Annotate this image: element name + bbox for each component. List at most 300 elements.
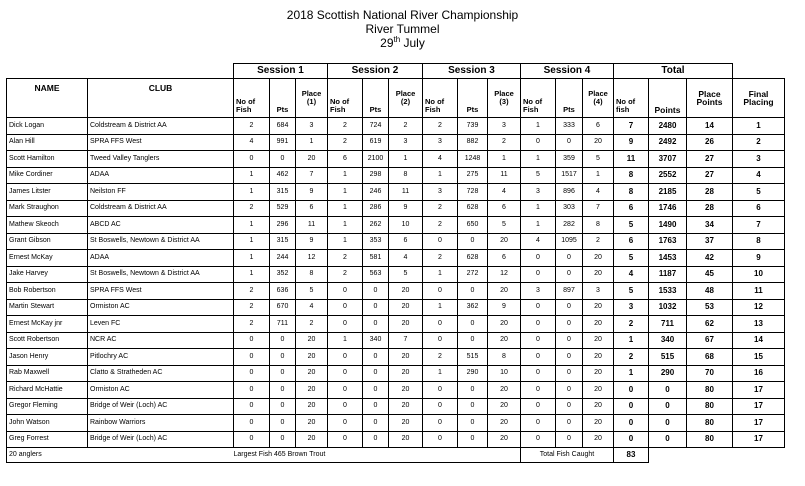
event-date xyxy=(0,36,805,50)
total-fish: 8 xyxy=(614,184,649,201)
session-4-place: 8 xyxy=(583,217,614,234)
angler-name: Jason Henry xyxy=(7,349,88,366)
s1-pts-header: Pts xyxy=(270,79,296,118)
table-row xyxy=(7,349,785,366)
total-points: 0 xyxy=(649,398,687,415)
angler-name: Mark Straughon xyxy=(7,200,88,217)
session-4-pts: 0 xyxy=(556,415,583,432)
table-row xyxy=(7,250,785,267)
session-4-header: Session 4 xyxy=(521,64,614,79)
session-1-pts: 0 xyxy=(270,398,296,415)
s1-fish-header: No of Fish xyxy=(234,79,270,118)
table-row xyxy=(7,184,785,201)
table-row xyxy=(7,382,785,399)
session-2-pts: 353 xyxy=(363,233,389,250)
total-fish: 3 xyxy=(614,299,649,316)
session-2-pts: 0 xyxy=(363,398,389,415)
column-header-row xyxy=(7,79,785,118)
session-2-fish: 1 xyxy=(328,332,363,349)
session-3-fish: 4 xyxy=(423,151,458,168)
angler-club: ADAA xyxy=(88,167,234,184)
session-3-place: 6 xyxy=(488,200,521,217)
total-fish: 9 xyxy=(614,134,649,151)
session-3-pts: 0 xyxy=(458,431,488,448)
session-1-place: 20 xyxy=(296,365,328,382)
table-row xyxy=(7,233,785,250)
session-4-fish: 5 xyxy=(521,167,556,184)
session-3-pts: 362 xyxy=(458,299,488,316)
session-2-place: 10 xyxy=(389,217,423,234)
session-1-fish: 2 xyxy=(234,118,270,135)
final-placing: 1 xyxy=(733,118,785,135)
angler-name: Jake Harvey xyxy=(7,266,88,283)
session-3-fish: 0 xyxy=(423,233,458,250)
session-3-pts: 0 xyxy=(458,398,488,415)
session-2-place: 11 xyxy=(389,184,423,201)
session-1-place: 20 xyxy=(296,431,328,448)
session-2-fish: 0 xyxy=(328,283,363,300)
table-row xyxy=(7,316,785,333)
session-1-place: 20 xyxy=(296,332,328,349)
session-4-place: 20 xyxy=(583,316,614,333)
session-3-fish: 3 xyxy=(423,134,458,151)
place-points: 27 xyxy=(687,167,733,184)
place-points: 80 xyxy=(687,382,733,399)
session-2-pts: 0 xyxy=(363,415,389,432)
session-3-pts: 0 xyxy=(458,415,488,432)
table-row xyxy=(7,134,785,151)
session-3-place: 20 xyxy=(488,233,521,250)
session-3-place: 12 xyxy=(488,266,521,283)
final-placing: 14 xyxy=(733,332,785,349)
session-3-pts: 0 xyxy=(458,233,488,250)
date-suffix: th xyxy=(393,35,401,44)
session-3-place: 20 xyxy=(488,283,521,300)
session-1-header: Session 1 xyxy=(234,64,328,79)
session-1-place: 20 xyxy=(296,398,328,415)
table-row xyxy=(7,151,785,168)
session-1-pts: 0 xyxy=(270,332,296,349)
table-row xyxy=(7,398,785,415)
session-4-pts: 282 xyxy=(556,217,583,234)
session-2-fish: 0 xyxy=(328,398,363,415)
angler-club: Clatto & Stratheden AC xyxy=(88,365,234,382)
session-4-fish: 1 xyxy=(521,151,556,168)
session-1-place: 4 xyxy=(296,299,328,316)
session-3-pts: 0 xyxy=(458,316,488,333)
session-2-fish: 2 xyxy=(328,250,363,267)
session-3-place: 2 xyxy=(488,134,521,151)
session-3-fish: 0 xyxy=(423,283,458,300)
table-row xyxy=(7,167,785,184)
session-2-header: Session 2 xyxy=(328,64,423,79)
final-placing: 4 xyxy=(733,167,785,184)
session-2-fish: 2 xyxy=(328,118,363,135)
session-2-place: 20 xyxy=(389,349,423,366)
total-fish: 0 xyxy=(614,398,649,415)
session-1-pts: 529 xyxy=(270,200,296,217)
angler-name: Alan Hill xyxy=(7,134,88,151)
session-4-pts: 0 xyxy=(556,250,583,267)
session-4-place: 20 xyxy=(583,266,614,283)
session-3-pts: 628 xyxy=(458,200,488,217)
session-1-pts: 244 xyxy=(270,250,296,267)
angler-club: Rainbow Warriors xyxy=(88,415,234,432)
total-fish: 0 xyxy=(614,431,649,448)
club-column-header: CLUB xyxy=(88,79,234,118)
session-1-fish: 1 xyxy=(234,250,270,267)
angler-name: Grant Gibson xyxy=(7,233,88,250)
session-4-place: 4 xyxy=(583,184,614,201)
total-fish: 2 xyxy=(614,316,649,333)
place-points: 80 xyxy=(687,398,733,415)
session-2-place: 2 xyxy=(389,118,423,135)
angler-name: Bob Robertson xyxy=(7,283,88,300)
session-3-pts: 0 xyxy=(458,332,488,349)
session-3-place: 4 xyxy=(488,184,521,201)
session-4-fish: 4 xyxy=(521,233,556,250)
table-row xyxy=(7,266,785,283)
table-row xyxy=(7,118,785,135)
total-points: 1453 xyxy=(649,250,687,267)
session-3-fish: 2 xyxy=(423,349,458,366)
angler-name: Scott Hamilton xyxy=(7,151,88,168)
place-points: 37 xyxy=(687,233,733,250)
session-1-pts: 352 xyxy=(270,266,296,283)
session-3-pts: 628 xyxy=(458,250,488,267)
session-4-fish: 1 xyxy=(521,200,556,217)
total-points: 0 xyxy=(649,382,687,399)
total-fish: 0 xyxy=(614,415,649,432)
session-2-pts: 298 xyxy=(363,167,389,184)
session-3-fish: 0 xyxy=(423,382,458,399)
total-fish: 0 xyxy=(614,382,649,399)
session-4-fish: 0 xyxy=(521,365,556,382)
final-placing: 2 xyxy=(733,134,785,151)
session-2-place: 20 xyxy=(389,382,423,399)
total-points: 1187 xyxy=(649,266,687,283)
session-3-pts: 728 xyxy=(458,184,488,201)
session-4-fish: 1 xyxy=(521,118,556,135)
session-1-fish: 1 xyxy=(234,167,270,184)
session-3-pts: 275 xyxy=(458,167,488,184)
total-points: 1032 xyxy=(649,299,687,316)
session-1-fish: 0 xyxy=(234,398,270,415)
session-3-fish: 2 xyxy=(423,118,458,135)
session-1-pts: 296 xyxy=(270,217,296,234)
table-row xyxy=(7,217,785,234)
session-4-pts: 359 xyxy=(556,151,583,168)
angler-club: Coldstream & District AA xyxy=(88,118,234,135)
table-row xyxy=(7,332,785,349)
final-placing: 17 xyxy=(733,431,785,448)
total-points: 1490 xyxy=(649,217,687,234)
place-points: 45 xyxy=(687,266,733,283)
session-2-fish: 2 xyxy=(328,134,363,151)
total-fish: 1 xyxy=(614,332,649,349)
session-1-place: 20 xyxy=(296,349,328,366)
angler-club: SPRA FFS West xyxy=(88,134,234,151)
angler-name: Scott Robertson xyxy=(7,332,88,349)
session-4-pts: 303 xyxy=(556,200,583,217)
session-4-place: 20 xyxy=(583,365,614,382)
angler-name: Richard McHattie xyxy=(7,382,88,399)
total-points: 515 xyxy=(649,349,687,366)
s1-place-header: Place (1) xyxy=(296,79,328,118)
angler-club: Ormiston AC xyxy=(88,382,234,399)
session-2-place: 9 xyxy=(389,200,423,217)
session-2-pts: 0 xyxy=(363,365,389,382)
session-2-fish: 0 xyxy=(328,299,363,316)
session-1-place: 9 xyxy=(296,184,328,201)
session-4-fish: 0 xyxy=(521,415,556,432)
session-4-pts: 0 xyxy=(556,382,583,399)
total-fish: 4 xyxy=(614,266,649,283)
session-2-fish: 0 xyxy=(328,316,363,333)
session-3-pts: 882 xyxy=(458,134,488,151)
session-3-fish: 1 xyxy=(423,167,458,184)
session-1-fish: 1 xyxy=(234,217,270,234)
place-points: 34 xyxy=(687,217,733,234)
session-3-fish: 1 xyxy=(423,365,458,382)
angler-name: Gregor Fleming xyxy=(7,398,88,415)
session-2-place: 6 xyxy=(389,233,423,250)
final-placing: 6 xyxy=(733,200,785,217)
place-points: 67 xyxy=(687,332,733,349)
total-header: Total xyxy=(614,64,733,79)
angler-name: Ernest McKay jnr xyxy=(7,316,88,333)
session-2-place: 8 xyxy=(389,167,423,184)
session-4-place: 20 xyxy=(583,332,614,349)
anglers-count: 20 anglers xyxy=(9,451,42,458)
session-2-pts: 0 xyxy=(363,431,389,448)
session-1-place: 9 xyxy=(296,233,328,250)
session-1-place: 20 xyxy=(296,415,328,432)
s4-pts-header: Pts xyxy=(556,79,583,118)
total-fish: 11 xyxy=(614,151,649,168)
session-4-fish: 3 xyxy=(521,283,556,300)
results-table xyxy=(6,63,785,463)
session-4-place: 2 xyxy=(583,233,614,250)
session-1-place: 7 xyxy=(296,167,328,184)
session-4-place: 6 xyxy=(583,118,614,135)
session-4-pts: 0 xyxy=(556,398,583,415)
session-1-place: 1 xyxy=(296,134,328,151)
total-points: 0 xyxy=(649,415,687,432)
final-placing: 8 xyxy=(733,233,785,250)
session-3-pts: 272 xyxy=(458,266,488,283)
session-4-place: 20 xyxy=(583,431,614,448)
session-1-place: 2 xyxy=(296,316,328,333)
place-points-header: Place Points xyxy=(687,79,733,118)
place-points: 14 xyxy=(687,118,733,135)
session-1-pts: 0 xyxy=(270,151,296,168)
session-4-pts: 333 xyxy=(556,118,583,135)
angler-name: Mike Cordiner xyxy=(7,167,88,184)
s2-fish-header: No of Fish xyxy=(328,79,363,118)
angler-name: Martin Stewart xyxy=(7,299,88,316)
session-2-pts: 724 xyxy=(363,118,389,135)
session-4-fish: 0 xyxy=(521,134,556,151)
session-2-place: 20 xyxy=(389,365,423,382)
session-1-pts: 711 xyxy=(270,316,296,333)
session-4-pts: 0 xyxy=(556,134,583,151)
session-1-fish: 0 xyxy=(234,365,270,382)
session-3-pts: 650 xyxy=(458,217,488,234)
session-4-fish: 3 xyxy=(521,184,556,201)
session-2-place: 20 xyxy=(389,283,423,300)
session-2-fish: 0 xyxy=(328,382,363,399)
session-4-place: 20 xyxy=(583,382,614,399)
session-2-pts: 0 xyxy=(363,316,389,333)
results-footer xyxy=(7,448,785,463)
place-points: 42 xyxy=(687,250,733,267)
session-1-fish: 2 xyxy=(234,299,270,316)
session-1-fish: 0 xyxy=(234,382,270,399)
session-1-pts: 670 xyxy=(270,299,296,316)
final-placing: 9 xyxy=(733,250,785,267)
session-2-fish: 1 xyxy=(328,167,363,184)
session-2-pts: 0 xyxy=(363,349,389,366)
angler-club: Tweed Valley Tanglers xyxy=(88,151,234,168)
session-2-place: 1 xyxy=(389,151,423,168)
session-2-place: 4 xyxy=(389,250,423,267)
total-points: 2492 xyxy=(649,134,687,151)
session-1-pts: 315 xyxy=(270,184,296,201)
session-3-pts: 0 xyxy=(458,283,488,300)
place-points: 26 xyxy=(687,134,733,151)
total-fish: 5 xyxy=(614,283,649,300)
angler-club: Bridge of Weir (Loch) AC xyxy=(88,431,234,448)
name-column-header: NAME xyxy=(7,79,88,118)
session-2-pts: 246 xyxy=(363,184,389,201)
session-4-fish: 0 xyxy=(521,316,556,333)
total-fish: 5 xyxy=(614,217,649,234)
angler-club: Leven FC xyxy=(88,316,234,333)
session-3-place: 8 xyxy=(488,349,521,366)
table-row xyxy=(7,431,785,448)
total-points: 2552 xyxy=(649,167,687,184)
s3-fish-header: No of Fish xyxy=(423,79,458,118)
s4-place-header: Place (4) xyxy=(583,79,614,118)
session-3-place: 20 xyxy=(488,316,521,333)
session-2-pts: 0 xyxy=(363,283,389,300)
final-placing: 5 xyxy=(733,184,785,201)
angler-club: Bridge of Weir (Loch) AC xyxy=(88,398,234,415)
session-2-pts: 0 xyxy=(363,382,389,399)
total-points: 340 xyxy=(649,332,687,349)
session-1-fish: 1 xyxy=(234,266,270,283)
session-3-fish: 2 xyxy=(423,200,458,217)
final-placing: 17 xyxy=(733,398,785,415)
total-fish-label: Total Fish Caught xyxy=(521,448,614,463)
session-3-fish: 0 xyxy=(423,398,458,415)
total-points: 1763 xyxy=(649,233,687,250)
session-1-place: 5 xyxy=(296,283,328,300)
session-3-fish: 2 xyxy=(423,217,458,234)
session-2-place: 5 xyxy=(389,266,423,283)
session-2-pts: 340 xyxy=(363,332,389,349)
session-3-place: 3 xyxy=(488,118,521,135)
final-placing-header: Final Placing xyxy=(733,79,785,118)
place-points: 70 xyxy=(687,365,733,382)
angler-club: NCR AC xyxy=(88,332,234,349)
session-2-pts: 262 xyxy=(363,217,389,234)
session-1-place: 12 xyxy=(296,250,328,267)
session-1-pts: 0 xyxy=(270,382,296,399)
session-3-place: 20 xyxy=(488,431,521,448)
session-3-place: 20 xyxy=(488,382,521,399)
table-row xyxy=(7,299,785,316)
s2-place-header: Place (2) xyxy=(389,79,423,118)
session-4-pts: 0 xyxy=(556,316,583,333)
total-fish: 7 xyxy=(614,118,649,135)
session-4-place: 20 xyxy=(583,134,614,151)
session-1-pts: 684 xyxy=(270,118,296,135)
angler-name: Rab Maxwell xyxy=(7,365,88,382)
session-4-pts: 0 xyxy=(556,365,583,382)
total-fish: 8 xyxy=(614,167,649,184)
s4-fish-header: No of Fish xyxy=(521,79,556,118)
session-4-fish: 0 xyxy=(521,431,556,448)
session-3-place: 9 xyxy=(488,299,521,316)
angler-club: Coldstream & District AA xyxy=(88,200,234,217)
date-month: July xyxy=(400,36,425,50)
session-1-place: 20 xyxy=(296,151,328,168)
angler-name: Mathew Skeoch xyxy=(7,217,88,234)
session-1-fish: 2 xyxy=(234,316,270,333)
session-1-fish: 0 xyxy=(234,349,270,366)
session-header-row xyxy=(7,64,785,79)
total-points: 2185 xyxy=(649,184,687,201)
session-4-place: 20 xyxy=(583,349,614,366)
session-2-fish: 0 xyxy=(328,415,363,432)
session-2-pts: 0 xyxy=(363,299,389,316)
session-4-fish: 0 xyxy=(521,332,556,349)
date-day: 29 xyxy=(380,36,394,50)
final-placing: 11 xyxy=(733,283,785,300)
s3-pts-header: Pts xyxy=(458,79,488,118)
session-3-fish: 0 xyxy=(423,332,458,349)
total-points-header: Points xyxy=(649,79,687,118)
session-4-pts: 897 xyxy=(556,283,583,300)
angler-club: St Boswells, Newtown & District AA xyxy=(88,266,234,283)
session-3-pts: 290 xyxy=(458,365,488,382)
session-1-fish: 0 xyxy=(234,332,270,349)
session-4-pts: 0 xyxy=(556,431,583,448)
angler-club: Pitlochry AC xyxy=(88,349,234,366)
championship-title: 2018 Scottish National River Championship xyxy=(286,8,519,22)
session-1-fish: 4 xyxy=(234,134,270,151)
place-points: 48 xyxy=(687,283,733,300)
session-3-place: 20 xyxy=(488,415,521,432)
session-2-fish: 2 xyxy=(328,266,363,283)
final-placing: 3 xyxy=(733,151,785,168)
session-2-pts: 563 xyxy=(363,266,389,283)
session-2-fish: 0 xyxy=(328,431,363,448)
session-3-place: 11 xyxy=(488,167,521,184)
session-1-fish: 0 xyxy=(234,415,270,432)
session-2-place: 20 xyxy=(389,431,423,448)
session-4-pts: 896 xyxy=(556,184,583,201)
largest-fish: Largest Fish 465 Brown Trout xyxy=(233,451,326,458)
session-4-fish: 0 xyxy=(521,382,556,399)
place-points: 28 xyxy=(687,184,733,201)
session-2-place: 20 xyxy=(389,398,423,415)
angler-club: St Boswells, Newtown & District AA xyxy=(88,233,234,250)
session-1-pts: 0 xyxy=(270,349,296,366)
place-points: 68 xyxy=(687,349,733,366)
